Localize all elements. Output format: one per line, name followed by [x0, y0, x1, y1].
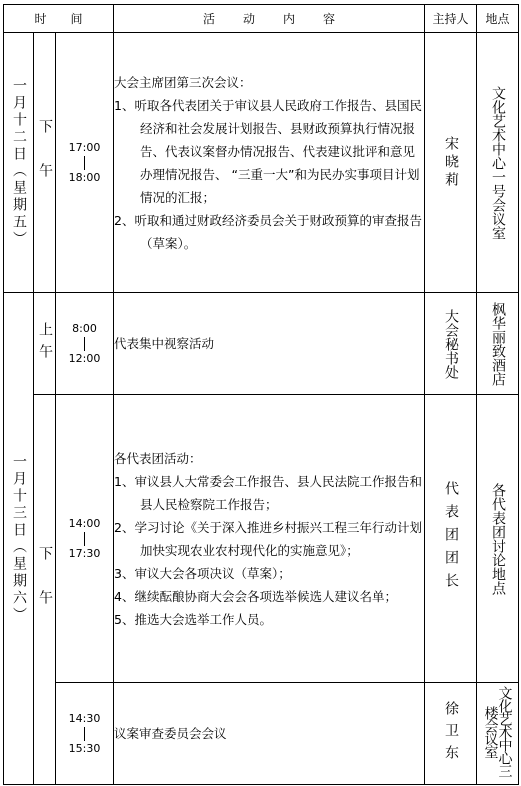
time-cell: [56, 683, 114, 785]
header-host: 主持人: [425, 5, 477, 33]
place-text: 文化艺术中心一号会议室: [490, 85, 507, 240]
activity-item: 3、审议大会各项决议（草案）；: [114, 565, 291, 581]
place-cell: [477, 293, 519, 395]
activity-title: 议案审查委员会会议: [114, 726, 227, 741]
time-cell: [56, 33, 114, 293]
activity-title: 各代表团活动：: [114, 450, 202, 466]
table-row: [4, 33, 519, 293]
end-time: 17:30: [68, 546, 101, 560]
date-text: 一月十二日（星期五）: [11, 77, 27, 248]
end-time: 12:00: [68, 351, 101, 365]
host-text: 徐卫东: [443, 700, 460, 767]
start-time: 17:00: [68, 140, 101, 154]
period-text: 下午: [37, 545, 53, 634]
end-time: 15:30: [68, 741, 101, 755]
date-cell: [4, 293, 34, 785]
host-text: 宋晓莉: [443, 135, 460, 190]
activity-cell: [114, 293, 425, 395]
activity-item: 4、继续酝酿协商大会会各项选举候选人建议名单；: [114, 588, 397, 604]
activity-cell: [114, 683, 425, 785]
activity-title: 代表集中视察活动: [114, 336, 215, 351]
time-dash: [84, 337, 85, 351]
period-cell: [34, 293, 56, 395]
host-cell: [425, 683, 477, 785]
place-cell: [477, 395, 519, 683]
activity-item: 1、审议县人大常委会工作报告、县人民法院工作报告和县人民检察院工作报告；: [114, 473, 422, 512]
place-cell: [477, 683, 519, 785]
header-place: 地点: [477, 5, 519, 33]
period-cell: [34, 395, 56, 785]
start-time: 14:00: [68, 516, 101, 530]
table-row: [4, 293, 519, 395]
time-dash: [84, 532, 85, 546]
place-cell: [477, 33, 519, 293]
activity-cell: [114, 395, 425, 683]
period-text: 下午: [37, 118, 53, 207]
start-time: 14:30: [68, 711, 101, 725]
activity-cell: [114, 33, 425, 293]
date-cell: [4, 33, 34, 293]
period-cell: [34, 33, 56, 293]
schedule-table: [3, 4, 519, 785]
time-dash: [84, 156, 85, 170]
time-cell: [56, 395, 114, 683]
host-text: 大会秘书处: [443, 308, 460, 379]
host-text: 代表团团长: [443, 481, 460, 596]
end-time: 18:00: [68, 170, 101, 184]
table-row: [4, 683, 519, 785]
header-activity: 活动内容: [114, 5, 425, 33]
place-text: 各代表团讨论地点: [490, 482, 507, 595]
place-text: 文化艺术中心三楼会议室: [482, 686, 513, 777]
header-time: 时间: [4, 5, 114, 33]
time-cell: [56, 293, 114, 395]
time-dash: [84, 727, 85, 741]
start-time: 8:00: [72, 321, 97, 335]
place-text: 枫华丽致酒店: [490, 301, 507, 386]
host-cell: [425, 395, 477, 683]
activity-item: 2、学习讨论《关于深入推进乡村振兴工程三年行动计划加快实现农业农村现代化的实施意见》；: [114, 519, 422, 558]
activity-item: 5、推选大会选举工作人员。: [114, 611, 272, 627]
host-cell: [425, 293, 477, 395]
activity-item: 2、听取和通过财政经济委员会关于财政预算的审查报告（草案）。: [114, 212, 422, 251]
table-header-row: [4, 5, 519, 33]
date-text: 一月十三日（星期六）: [11, 453, 27, 624]
table-row: [4, 395, 519, 683]
host-cell: [425, 33, 477, 293]
period-text: 上午: [37, 321, 53, 366]
activity-item: 1、听取各代表团关于审议县人民政府工作报告、县国民经济和社会发展计划报告、县财政预算执行情况报告、代表议案督办情况报告、代表建议批评和意见办理情况报告、 “三重一大”和为民办实事项目计划情况的汇报；: [114, 97, 422, 205]
activity-title: 大会主席团第三次会议：: [114, 74, 252, 90]
